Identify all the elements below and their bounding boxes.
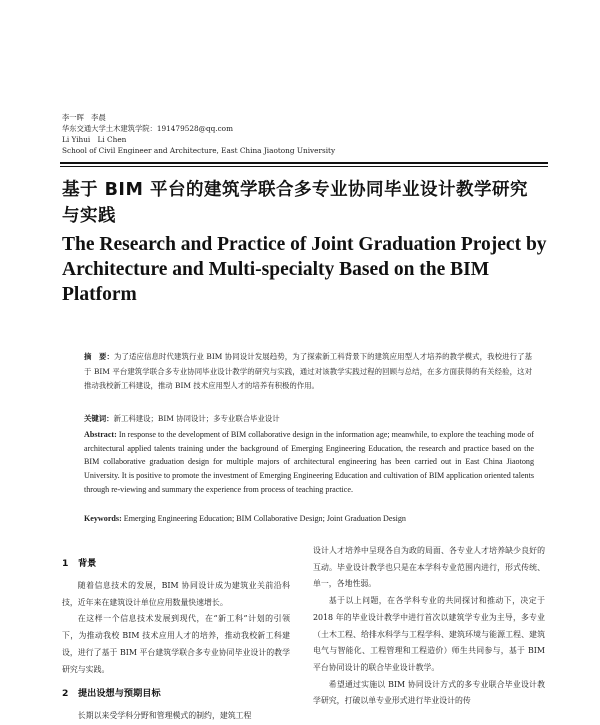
section-2-number: 2 [62,688,69,700]
body-column-left [62,550,290,725]
keywords-cn-label: 关键词： [84,414,114,423]
right-paragraph-3: 希望通过实施以 BIM 协同设计方式的多专业联合毕业设计教学研究，打破以单专业形式进行毕业设计的传 [313,679,545,706]
section-heading-2 [62,684,290,704]
keywords-en-text: Emerging Engineering Education; BIM Collaborative Design; Joint Graduation Design [123,514,406,523]
abstract-en-label: Abstract: [84,430,117,439]
body-column-right [313,543,545,710]
keywords-chinese [84,413,532,425]
section-1-paragraph-2: 在这样一个信息技术发展到现代，在“新工科”计划的引领下，为推动我校 BIM 技术应用人才的培养，推动我校新工科建设，进行了基于 BIM 平台建筑学联合多专业协同毕业设计的教学研究与实践。 [62,614,290,674]
section-1-number: 1 [62,558,69,569]
keywords-english [84,513,534,525]
right-paragraph-2: 基于以上问题，在各学科专业的共同探讨和推动下，决定于 2018 年的毕业设计教学中进行首次以建筑学专业为主导，多专业（土木工程、给排水科学与工程学科、建筑环境与能源工程、建筑电气与智能化、工程管理和工程造价）师生共同参与，基于 BIM 平台协同设计的联合毕业设计教学。 [313,596,545,672]
abstract-chinese [84,350,532,394]
abstract-english [84,428,534,497]
author-affiliation-en: School of Civil Engineer and Architecture, East China Jiaotong University [62,146,336,155]
abstract-en-text: In response to the development of BIM collaborative design in the information age; meanwhile, to explore the teaching mode of architectural applied talents training under the background of Emerging Engineering Education, the research and practice based on the BIM collaborative graduation design for multiple majors of architectural engineering has been carried out in East China Jiaotong University. It is positive to promote the investment of Emerging Engineering Education and cultivation of BIM application oriented talents through re-viewing and summary the experience from process of teaching practice. [84,430,534,494]
author-block [62,112,542,156]
keywords-en-label: Keywords: [84,514,122,523]
section-heading-1 [62,554,290,574]
header-rule-thick [60,162,548,164]
section-2-paragraph-1: 长期以来受学科分野和管理模式的制约，建筑工程 [77,711,252,721]
section-1-paragraph-1: 随着信息技术的发展，BIM 协同设计成为建筑业关前沿科技，近年来在建筑设计单位应用数量快速增长。 [62,581,290,607]
abstract-cn-label: 摘 要： [84,352,114,361]
abstract-cn-text: 为了适应信息时代建筑行业 BIM 协同设计发展趋势，为了探索新工科背景下的建筑应用型人才培养的教学模式，我校进行了基于 BIM 平台建筑学联合多专业协同毕业设计教学的研究与实践，通过对该教学实践过程的回顾与总结，在多方面获得的有关经验，这对推动我校新工科建设，推动 BIM 技术应用型人才的培养有积极的作用。 [84,352,532,391]
author-names-cn: 李一晖 李晨 [62,113,106,122]
title-chinese: 基于 BIM 平台的建筑学联合多专业协同毕业设计教学研究与实践 [62,180,528,226]
title-english: The Research and Practice of Joint Graduation Project by Architecture and Multi-specialty Based on the BIM Platform [62,234,547,305]
author-affiliation-cn: 华东交通大学土木建筑学院：191479528@qq.com [62,124,233,133]
author-names-en: Li Yihui Li Chen [62,135,127,144]
right-paragraph-1: 设计人才培养中呈现各自为政的局面、各专业人才培养缺少良好的互动。毕业设计教学也只是在本学科专业范围内进行，形式传统、单一，各地性弱。 [313,546,545,589]
section-1-title: 背景 [78,558,97,569]
keywords-cn-text: 新工科建设；BIM 协同设计；多专业联合毕业设计 [113,414,280,423]
section-2-title: 提出设想与预期目标 [78,688,161,700]
header-rule-thin [60,166,548,167]
